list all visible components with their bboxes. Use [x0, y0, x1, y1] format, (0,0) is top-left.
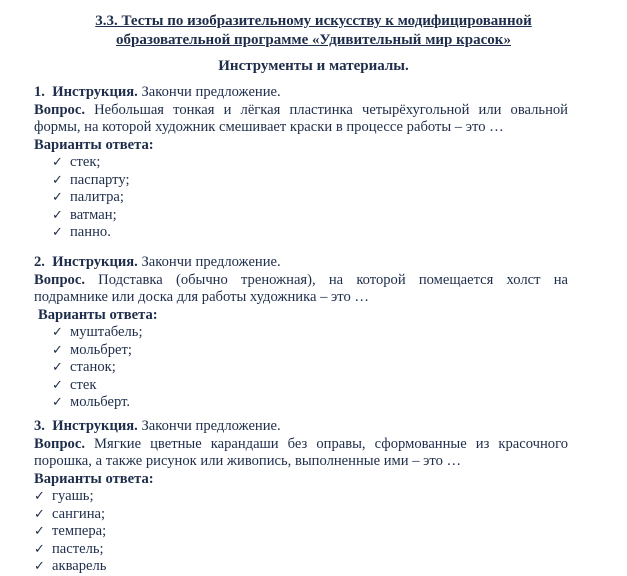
options-list [34, 324, 568, 412]
list-item [34, 488, 568, 506]
list-item [34, 523, 568, 541]
option-text: станок; [70, 359, 116, 375]
checkmark-icon: ✓ [52, 207, 63, 223]
list-item [52, 189, 568, 207]
option-text: мольберт. [70, 394, 131, 410]
list-item [52, 377, 568, 395]
instruction-text: Закончи предложение. [137, 254, 281, 270]
option-text: паспарту; [70, 171, 130, 188]
option-text: панно. [70, 224, 111, 240]
question-text: Небольшая тонкая и лёгкая пластинка четырёхугольной или овальной формы, на которой художник смешивает краски в процессе работы – это … [34, 101, 568, 135]
question-block-3 [34, 418, 568, 576]
question-number: 2. [34, 254, 45, 270]
checkmark-icon: ✓ [52, 225, 63, 240]
list-item [52, 394, 568, 412]
option-text: муштабель; [70, 324, 143, 340]
checkmark-icon: ✓ [52, 172, 63, 188]
options-title: Варианты ответа: [34, 470, 154, 487]
checkmark-icon: ✓ [52, 360, 63, 375]
option-text: сангина; [52, 505, 106, 522]
question-text-block [34, 436, 568, 471]
section-heading [0, 12, 627, 50]
heading-line-1: 3.3. Тесты по изобразительному искусству к модифицированной [95, 13, 532, 29]
list-item [52, 224, 568, 242]
instruction-line [34, 254, 568, 272]
checkmark-icon: ✓ [34, 506, 45, 522]
checkmark-icon: ✓ [34, 489, 45, 504]
list-item [34, 541, 568, 559]
checkmark-icon: ✓ [34, 559, 45, 574]
checkmark-icon: ✓ [52, 155, 63, 170]
list-item [52, 154, 568, 172]
option-text: гуашь; [52, 488, 94, 504]
question-label: Вопрос. [34, 435, 85, 452]
options-title: Варианты ответа: [34, 136, 154, 153]
list-item [52, 172, 568, 190]
instruction-text: Закончи предложение. [137, 418, 281, 434]
question-block-1 [34, 84, 568, 242]
checkmark-icon: ✓ [34, 524, 45, 539]
list-item [52, 342, 568, 360]
option-text: палитра; [70, 189, 124, 205]
instruction-label: Инструкция. [52, 254, 138, 270]
options-title: Варианты ответа: [38, 306, 158, 323]
option-text: акварель [52, 558, 107, 574]
question-text: Мягкие цветные карандаши без оправы, сформованные из красочного порошка, а также рисунок или живопись, выполненные ими – это … [34, 435, 568, 469]
instruction-text: Закончи предложение. [137, 84, 281, 100]
question-text: Подставка (обычно треножная), на которой помещается холст на подрамнике или доска для работы художника – это … [34, 271, 568, 305]
option-text: темпера; [52, 523, 107, 539]
list-item [52, 359, 568, 377]
checkmark-icon: ✓ [34, 541, 45, 557]
instruction-label: Инструкция. [52, 418, 138, 434]
instruction-label: Инструкция. [52, 84, 138, 100]
question-text-block [34, 272, 568, 307]
list-item [34, 558, 568, 576]
question-number: 3. [34, 418, 45, 434]
question-block-2 [34, 254, 568, 412]
question-text-block [34, 102, 568, 137]
question-label: Вопрос. [34, 101, 85, 118]
list-item [52, 324, 568, 342]
checkmark-icon: ✓ [52, 342, 63, 358]
options-list [34, 154, 568, 242]
option-text: пастель; [52, 540, 104, 557]
option-text: ватман; [70, 206, 117, 223]
option-text: мольбрет; [70, 341, 132, 358]
options-list [34, 488, 568, 576]
checkmark-icon: ✓ [52, 325, 63, 340]
checkmark-icon: ✓ [52, 395, 63, 410]
subheading: Инструменты и материалы. [218, 58, 409, 74]
heading-line-2: образовательной программе «Удивительный мир красок» [116, 32, 511, 48]
checkmark-icon: ✓ [52, 190, 63, 205]
option-text: стек; [70, 154, 101, 170]
instruction-line [34, 418, 568, 436]
instruction-line [34, 84, 568, 102]
option-text: стек [70, 376, 97, 393]
list-item [34, 506, 568, 524]
question-label: Вопрос. [34, 271, 85, 288]
question-number: 1. [34, 84, 45, 100]
checkmark-icon: ✓ [52, 377, 63, 393]
list-item [52, 207, 568, 225]
